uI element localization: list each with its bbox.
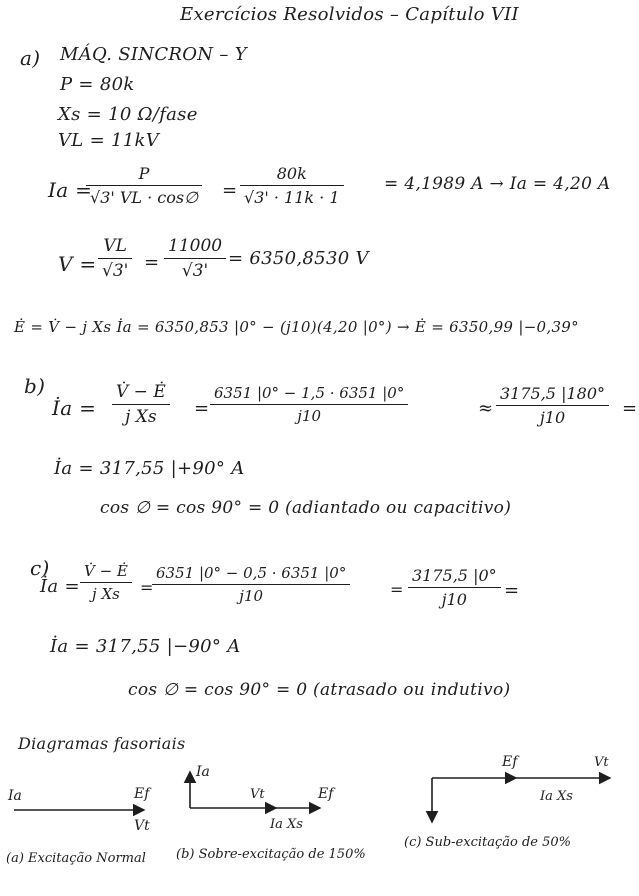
equals-sign: = bbox=[222, 180, 238, 201]
reactance-value: Xs = 10 Ω/fase bbox=[58, 104, 198, 125]
fraction-numerator: 11000 bbox=[168, 236, 223, 256]
fraction-denominator: j10 bbox=[297, 407, 322, 425]
phasor-diagrams bbox=[0, 740, 639, 896]
caption-c: (c) Sub-excitação de 50% bbox=[404, 835, 572, 850]
machine-label: MÁQ. SINCRON – Y bbox=[60, 44, 247, 65]
fraction-numerator: V̇ − Ė bbox=[84, 562, 128, 580]
fraction-denominator: j Xs bbox=[125, 407, 157, 427]
fraction-numerator: 6351 |0° − 0,5 · 6351 |0° bbox=[156, 564, 347, 582]
line-voltage-value: VL = 11kV bbox=[58, 130, 159, 151]
ia-label-b: Ia bbox=[196, 764, 210, 780]
equals-sign: = bbox=[194, 398, 210, 419]
ia-c-fraction-1 bbox=[80, 562, 132, 603]
part-a-label: a) bbox=[20, 46, 41, 70]
ia-b-fraction-2 bbox=[210, 384, 408, 425]
fraction-denominator: j10 bbox=[239, 587, 264, 605]
ia-c-fraction-2 bbox=[152, 564, 350, 605]
ia-result: = 4,1989 A → Ia = 4,20 A bbox=[384, 174, 611, 194]
fraction-numerator: 3175,5 |180° bbox=[500, 384, 605, 403]
power-factor-c: cos ∅ = cos 90° = 0 (atrasado ou indutivo) bbox=[128, 680, 511, 700]
caption-a: (a) Excitação Normal bbox=[6, 851, 146, 866]
iaxs-label-c: Ia Xs bbox=[540, 789, 573, 804]
fraction-denominator: j Xs bbox=[92, 585, 120, 603]
v-fraction-1 bbox=[98, 236, 132, 281]
approx-sign: ≈ bbox=[478, 398, 494, 419]
vt-label-c: Vt bbox=[594, 755, 609, 770]
equals-sign: = bbox=[390, 580, 404, 599]
ia-b-fraction-1 bbox=[112, 382, 170, 427]
power-value: P = 80k bbox=[60, 74, 135, 95]
ia-b-fraction-3 bbox=[496, 384, 609, 427]
trailing-equals: = bbox=[504, 580, 520, 601]
iaxs-label-b: Ia Xs bbox=[270, 817, 303, 832]
fraction-numerator: VL bbox=[103, 236, 127, 256]
ia-c-fraction-3 bbox=[408, 566, 501, 609]
fraction-numerator: V̇ − Ė bbox=[116, 382, 166, 402]
ia-fraction-1 bbox=[86, 164, 202, 207]
fraction-numerator: 6351 |0° − 1,5 · 6351 |0° bbox=[214, 384, 405, 402]
ef-label-b: Ef bbox=[318, 786, 334, 802]
ia-b-result: İa = 317,55 |+90° A bbox=[54, 458, 245, 479]
ef-label-c: Ef bbox=[502, 754, 518, 770]
vt-label-a: Vt bbox=[134, 818, 150, 834]
fraction-denominator: j10 bbox=[441, 590, 467, 609]
power-factor-b: cos ∅ = cos 90° = 0 (adiantado ou capacitivo) bbox=[100, 498, 512, 518]
phasor-diagram-b bbox=[176, 764, 366, 862]
phasor-diagram-a bbox=[6, 786, 152, 866]
ef-label-a: Ef bbox=[134, 786, 150, 802]
fraction-numerator: 80k bbox=[276, 164, 307, 183]
fraction-denominator: √3' · 11k · 1 bbox=[244, 188, 340, 207]
page-title: Exercícios Resolvidos – Capítulo VII bbox=[180, 4, 519, 25]
phasor-diagram-c bbox=[404, 754, 610, 850]
fraction-denominator: √3' bbox=[102, 261, 129, 281]
v-equation-lhs: V = bbox=[58, 252, 97, 276]
fraction-numerator: 3175,5 |0° bbox=[412, 566, 497, 585]
ia-c-result: İa = 317,55 |−90° A bbox=[50, 636, 241, 657]
fraction-denominator: √3' bbox=[181, 261, 209, 281]
ia-fraction-2 bbox=[240, 164, 344, 207]
ia-equation-lhs: Ia = bbox=[48, 178, 93, 202]
ia-b-lhs: İa = bbox=[52, 396, 97, 420]
part-b-label: b) bbox=[24, 374, 46, 398]
v-fraction-2 bbox=[164, 236, 226, 281]
ia-label-a: Ia bbox=[8, 788, 22, 804]
part-c-label: c) bbox=[30, 556, 50, 580]
vt-label-b: Vt bbox=[250, 787, 265, 802]
ia-c-lhs: İa = bbox=[40, 576, 80, 597]
fraction-denominator: j10 bbox=[539, 408, 566, 427]
fraction-denominator: √3' VL · cos∅ bbox=[90, 188, 199, 207]
equals-sign: = bbox=[144, 252, 160, 273]
emf-equation: Ė = V̇ − j Xs İa = 6350,853 |0° − (j10)(4,20 |0°) → Ė = 6350,99 |−0,39° bbox=[14, 318, 579, 336]
caption-b: (b) Sobre-excitação de 150% bbox=[176, 847, 366, 862]
equals-sign: = bbox=[140, 578, 154, 597]
trailing-equals: = bbox=[622, 398, 638, 419]
diagrams-heading: Diagramas fasoriais bbox=[18, 734, 186, 753]
fraction-numerator: P bbox=[138, 164, 150, 183]
v-result: = 6350,8530 V bbox=[228, 248, 369, 269]
